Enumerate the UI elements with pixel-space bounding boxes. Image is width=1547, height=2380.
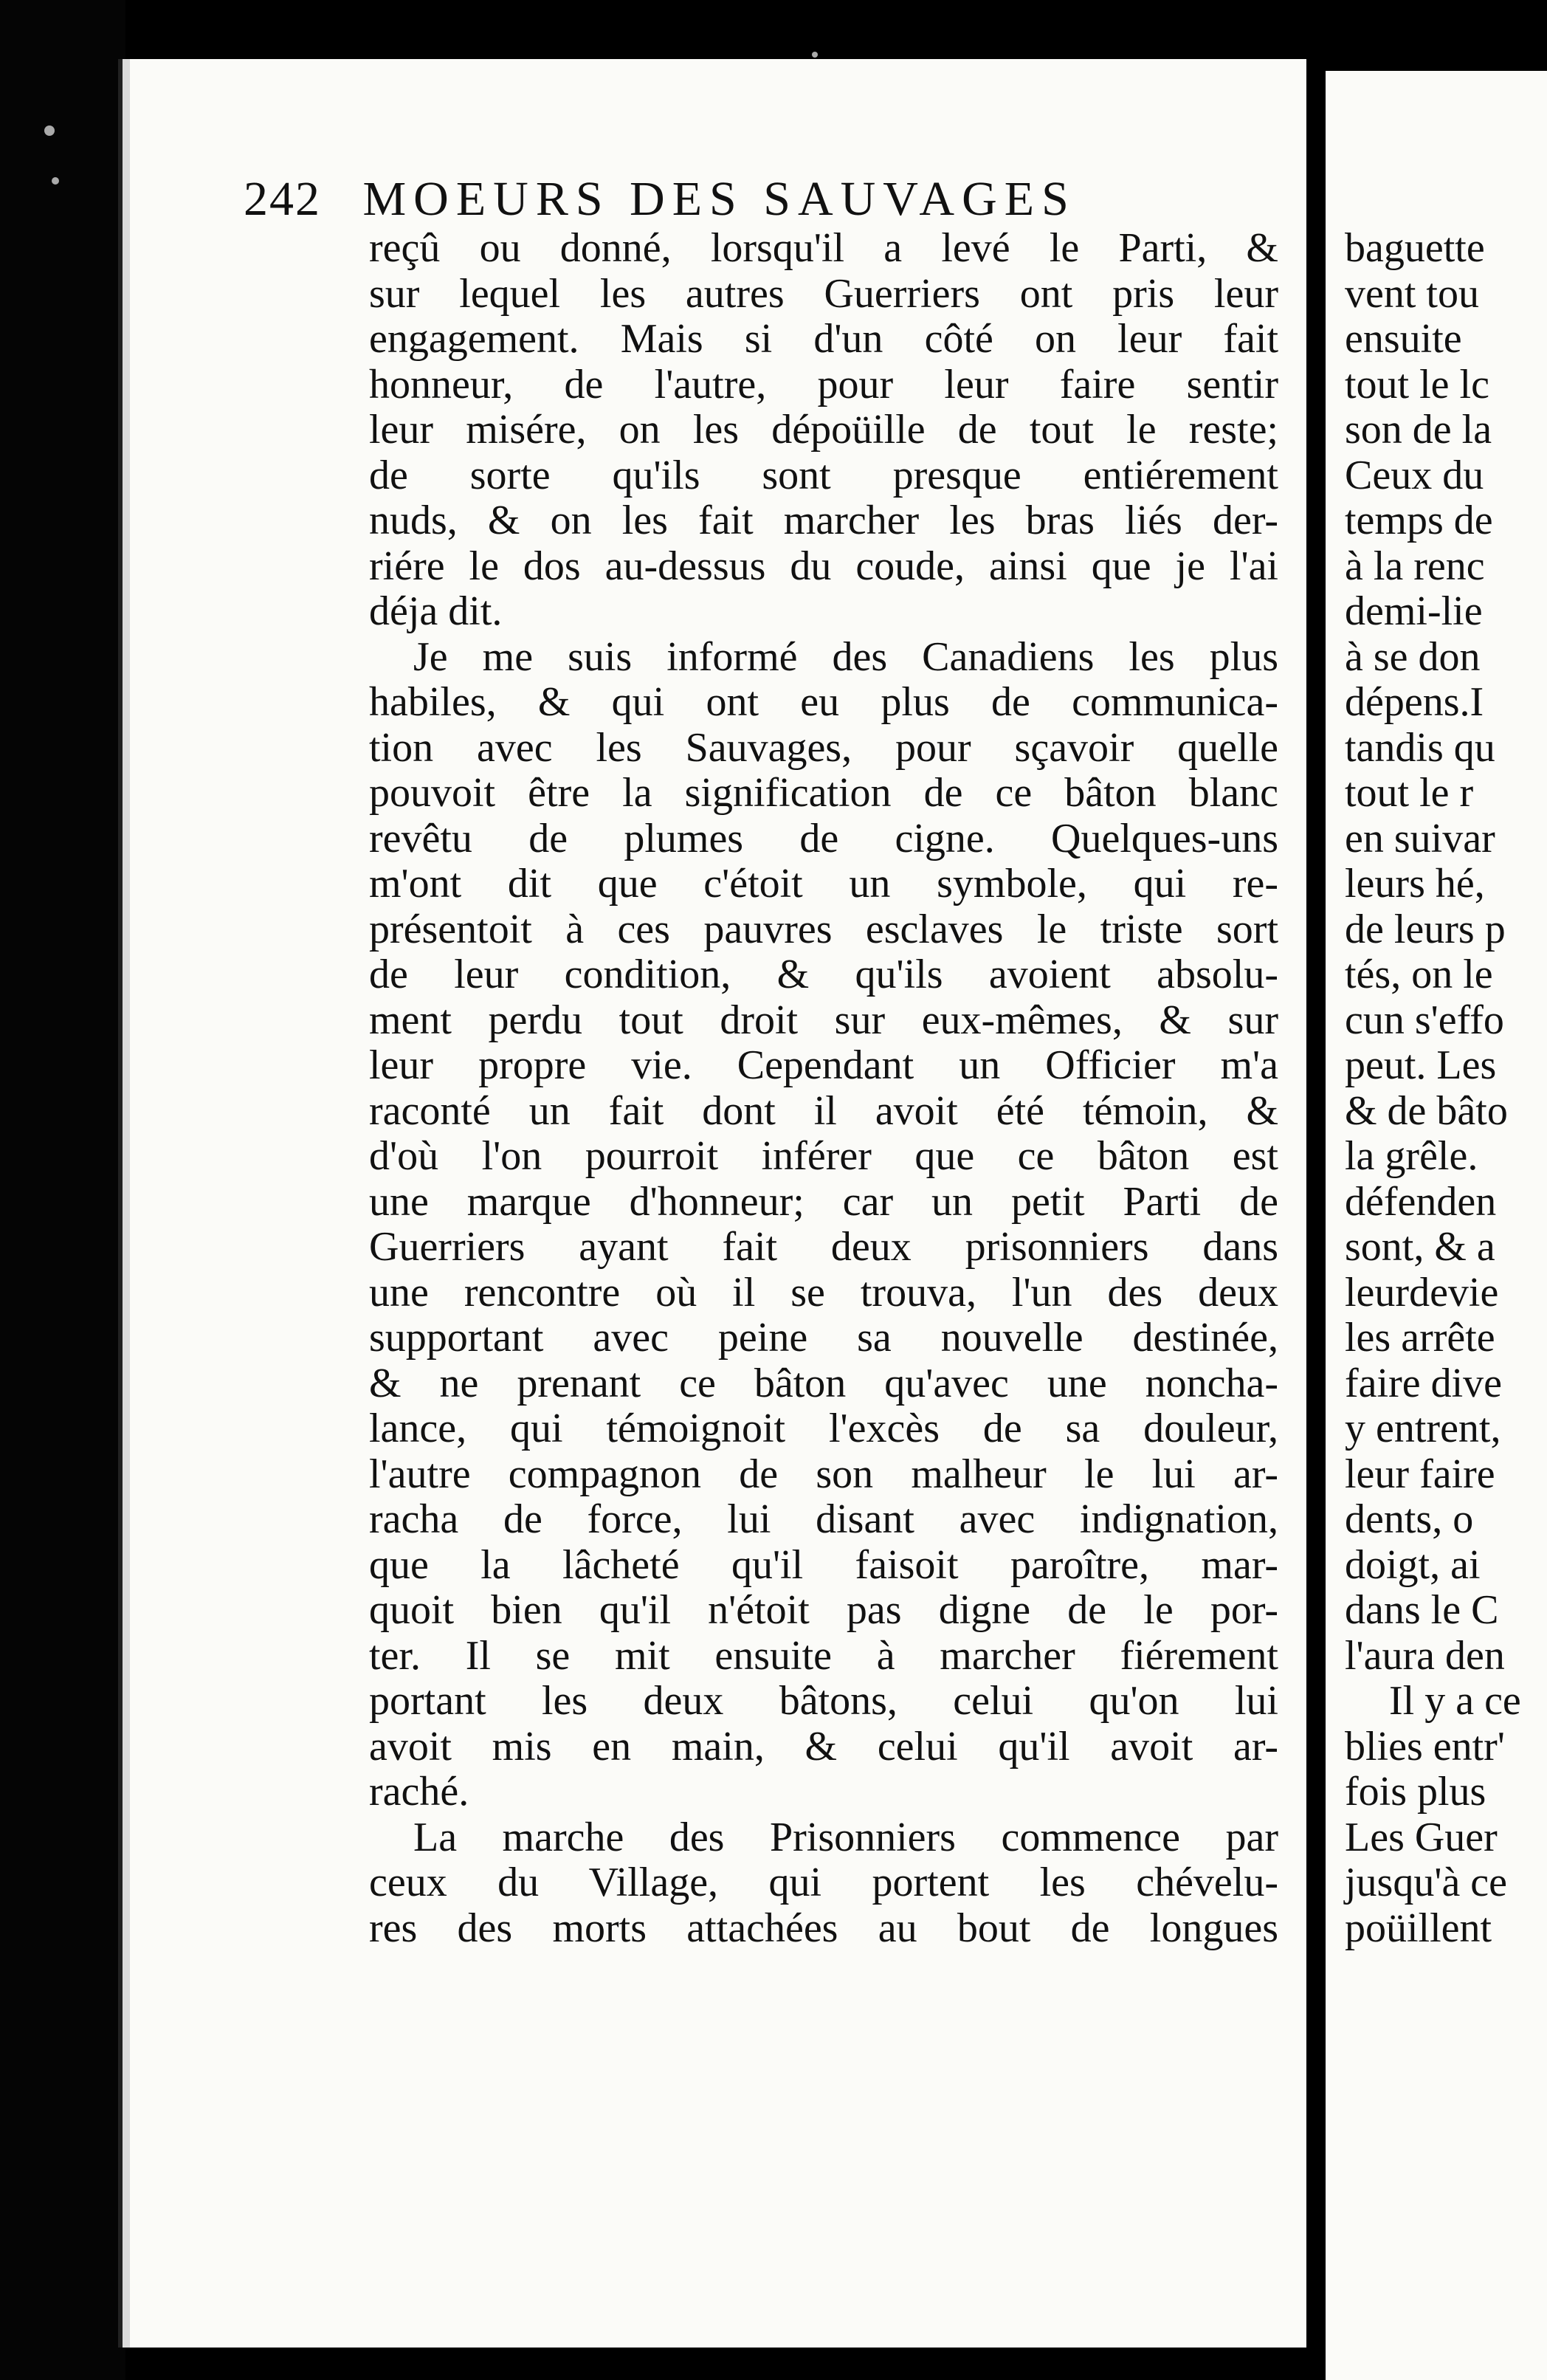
text-line: temps de [1345, 498, 1493, 543]
right-page-text [1345, 226, 1547, 1951]
text-line: habiles, & qui ont eu plus de communica- [369, 680, 1278, 725]
text-line: son de la [1345, 407, 1492, 453]
text-line: ensuite [1345, 316, 1462, 362]
text-line: lance, qui témoignoit l'excès de sa douleur, [369, 1406, 1278, 1451]
text-line: une marque d'honneur; car un petit Parti de [369, 1179, 1278, 1225]
scan-speck [44, 125, 55, 136]
text-line: tion avec les Sauvages, pour sçavoir quelle [369, 725, 1278, 771]
text-line: vent tou [1345, 270, 1479, 317]
text-line: y entrent, [1345, 1406, 1501, 1451]
text-line: tout le r [1345, 770, 1474, 816]
text-line: baguette [1345, 225, 1485, 271]
text-line: dans le C [1345, 1587, 1499, 1633]
text-line: & de bâto [1345, 1087, 1508, 1134]
text-line: leurs hé, [1345, 861, 1485, 907]
page-number: 242 [244, 172, 321, 226]
text-line: res des morts attachées au bout de longues [369, 1905, 1278, 1951]
scan-speck [52, 177, 59, 185]
text-line: honneur, de l'autre, pour leur faire sentir [369, 362, 1278, 407]
text-line: cun s'effo [1345, 997, 1504, 1043]
text-line: m'ont dit que c'étoit un symbole, qui re- [369, 861, 1278, 907]
text-line: que la lâcheté qu'il faisoit paroître, mar- [369, 1542, 1278, 1588]
text-line: tout le lc [1345, 361, 1489, 407]
text-line: Ceux du [1345, 452, 1484, 498]
scan-border-left [0, 0, 125, 2380]
text-line: revêtu de plumes de cigne. Quelques-uns [369, 816, 1278, 861]
text-line: avoit mis en main, & celui qu'il avoit ar- [369, 1724, 1278, 1769]
text-line: ceux du Village, qui portent les chévelu- [369, 1860, 1278, 1905]
text-line: pouvoit être la signification de ce bâton blanc [369, 771, 1278, 816]
text-line: sur lequel les autres Guerriers ont pris leur [369, 271, 1278, 317]
left-page-text [369, 226, 1278, 1951]
text-line: fois plus [1345, 1769, 1486, 1815]
text-line: l'autre compagnon de son malheur le lui ar- [369, 1451, 1278, 1497]
text-line: de sorte qu'ils sont presque entiérement [369, 453, 1278, 498]
text-line: jusqu'à ce [1345, 1860, 1508, 1905]
text-line: à se don [1345, 633, 1481, 680]
text-line: reçû ou donné, lorsqu'il a levé le Parti, & [369, 226, 1278, 271]
text-line: raché. [369, 1769, 469, 1815]
running-title: MOEURS DES SAUVAGES [362, 172, 1076, 226]
paragraph-start: Il y a ce [1389, 1678, 1521, 1724]
text-line: à la renc [1345, 543, 1485, 589]
text-line: portant les deux bâtons, celui qu'on lui [369, 1679, 1278, 1724]
scan-speck [812, 52, 818, 58]
text-line: la grêle. [1345, 1133, 1478, 1179]
paragraph-start: Je me suis informé des Canadiens les plus [413, 634, 1278, 680]
paragraph-start: La marche des Prisonniers commence par [413, 1815, 1278, 1860]
text-line: ter. Il se mit ensuite à marcher fiérement [369, 1633, 1278, 1679]
text-line: peut. Les [1345, 1042, 1497, 1088]
text-line: tandis qu [1345, 724, 1495, 771]
text-line: déja dit. [369, 589, 503, 634]
text-line: & ne prenant ce bâton qu'avec une noncha- [369, 1361, 1278, 1406]
text-line: dépens.I [1345, 679, 1484, 725]
text-line: Guerriers ayant fait deux prisonniers dans [369, 1225, 1278, 1270]
book-gutter [1306, 52, 1326, 2380]
text-line: quoit bien qu'il n'étoit pas digne de le por- [369, 1588, 1278, 1633]
text-line: une rencontre où il se trouva, l'un des deux [369, 1270, 1278, 1315]
text-line: leur misére, on les dépoüille de tout le reste; [369, 407, 1278, 453]
text-line: de leurs p [1345, 906, 1506, 952]
text-line: leurdevie [1345, 1269, 1499, 1315]
text-line: d'où l'on pourroit inférer que ce bâton est [369, 1134, 1278, 1179]
text-line: leur faire [1345, 1451, 1495, 1497]
text-line: poüillent [1345, 1905, 1492, 1951]
text-line: supportant avec peine sa nouvelle destinée, [369, 1315, 1278, 1361]
text-line: sont, & a [1345, 1224, 1495, 1270]
text-line: Les Guer [1345, 1814, 1498, 1860]
text-line: engagement. Mais si d'un côté on leur fait [369, 317, 1278, 362]
text-line: présentoit à ces pauvres esclaves le triste sort [369, 907, 1278, 952]
text-line: en suivar [1345, 815, 1495, 861]
text-line: racha de force, lui disant avec indignation, [369, 1497, 1278, 1542]
text-line: doigt, ai [1345, 1541, 1481, 1588]
text-line: les arrête [1345, 1315, 1495, 1361]
text-line: tés, on le [1345, 952, 1493, 997]
text-line: défenden [1345, 1178, 1497, 1225]
text-line: l'aura den [1345, 1632, 1505, 1679]
text-line: de leur condition, & qu'ils avoient absolu- [369, 952, 1278, 997]
text-line: raconté un fait dont il avoit été témoin, & [369, 1088, 1278, 1134]
text-line: nuds, & on les fait marcher les bras liés der- [369, 498, 1278, 543]
text-line: leur propre vie. Cependant un Officier m'a [369, 1043, 1278, 1088]
text-line: demi-lie [1345, 588, 1483, 634]
text-line: faire dive [1345, 1360, 1502, 1406]
text-line: ment perdu tout droit sur eux-mêmes, & sur [369, 997, 1278, 1043]
text-line: riére le dos au-dessus du coude, ainsi que je l'ai [369, 543, 1278, 589]
text-line: blies entr' [1345, 1723, 1505, 1769]
text-line: dents, o [1345, 1496, 1474, 1542]
